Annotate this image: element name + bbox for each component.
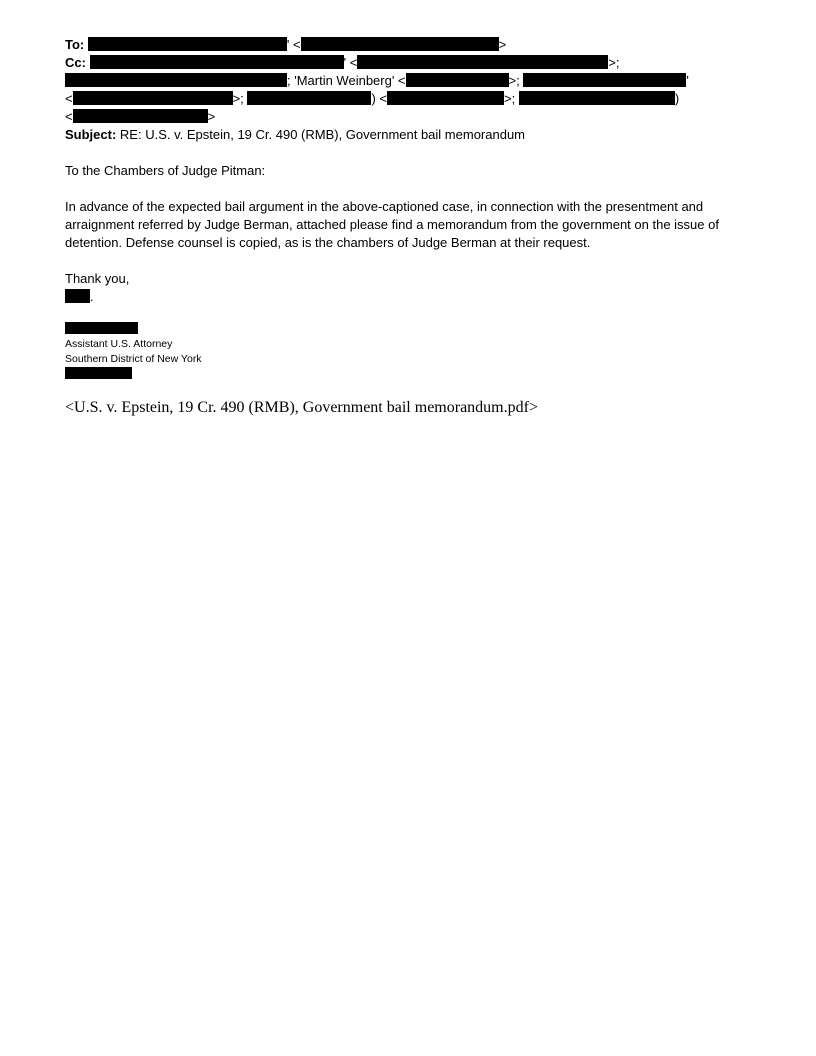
body-paragraph: In advance of the expected bail argument in the above-captioned case, in connection with the presentment and arraignment referred by Judge Berman, attached please find a memorandum from the government on the issue of detention. Defense counsel is copied, as is the chambers of Judge Berman at their request. <box>65 199 719 250</box>
angle-open: < <box>65 91 73 106</box>
angle-open: < <box>65 109 73 124</box>
redacted-cc-email <box>73 91 233 105</box>
redacted-signature-contact <box>65 367 132 379</box>
quote-mark: ' <box>343 55 347 70</box>
to-line <box>65 36 765 54</box>
spacer <box>65 252 765 270</box>
redacted-recipient-name <box>88 37 290 52</box>
redacted-cc-email <box>73 109 208 123</box>
angle-close-semicolon: >; <box>503 91 516 106</box>
closing: Thank you, <box>65 271 130 286</box>
angle-close-semicolon: >; <box>608 55 620 70</box>
redacted-cc-email <box>357 55 608 69</box>
cc-line-2 <box>65 72 765 90</box>
redacted-cc-name <box>523 73 689 88</box>
angle-close: > <box>498 37 507 52</box>
redacted-recipient-email <box>301 37 499 51</box>
redacted-signature-name <box>65 322 138 334</box>
redacted-cc-entry <box>65 73 287 87</box>
subject-label: Subject: <box>65 127 117 142</box>
named-recipient: ; 'Martin Weinberg' < <box>287 73 406 88</box>
attachment-filename: <U.S. v. Epstein, 19 Cr. 490 (RMB), Government bail memorandum.pdf> <box>65 399 538 416</box>
to-label: To: <box>65 37 85 52</box>
angle-close-semicolon: >; <box>508 73 520 88</box>
subject-value: RE: U.S. v. Epstein, 19 Cr. 490 (RMB), Government bail memorandum <box>119 127 525 142</box>
redacted-signoff-name <box>65 289 90 303</box>
cc-line-4 <box>65 108 765 126</box>
signature-office: Southern District of New York <box>65 353 202 365</box>
spacer <box>65 144 765 162</box>
cc-label: Cc: <box>65 55 86 70</box>
paren-close-angle-open: ) < <box>371 91 387 106</box>
spacer <box>65 382 765 398</box>
subject-line <box>65 126 765 144</box>
cc-line-1 <box>65 54 765 72</box>
redacted-cc-name <box>247 91 371 105</box>
signature-title: Assistant U.S. Attorney <box>65 338 173 350</box>
redacted-cc-email <box>387 91 504 105</box>
signature-contact-line <box>65 367 765 382</box>
angle-open: < <box>349 55 358 70</box>
signoff-period: . <box>90 289 94 304</box>
angle-close-semicolon: >; <box>232 91 244 106</box>
signature-name-line <box>65 322 765 337</box>
angle-close: > <box>207 109 216 124</box>
redacted-cc-name <box>90 55 347 70</box>
signature-block <box>65 322 765 382</box>
redacted-cc-name <box>519 91 675 105</box>
cc-line-3 <box>65 90 765 108</box>
quote-mark: ' <box>286 37 290 52</box>
email-content <box>65 36 765 418</box>
redacted-cc-email <box>406 73 509 87</box>
spacer <box>65 180 765 198</box>
quote-mark: ' <box>686 73 689 88</box>
paren-close: ) <box>674 91 680 106</box>
angle-open: < <box>292 37 301 52</box>
greeting: To the Chambers of Judge Pitman: <box>65 163 266 178</box>
spacer <box>65 306 765 322</box>
signoff-line <box>65 288 765 306</box>
